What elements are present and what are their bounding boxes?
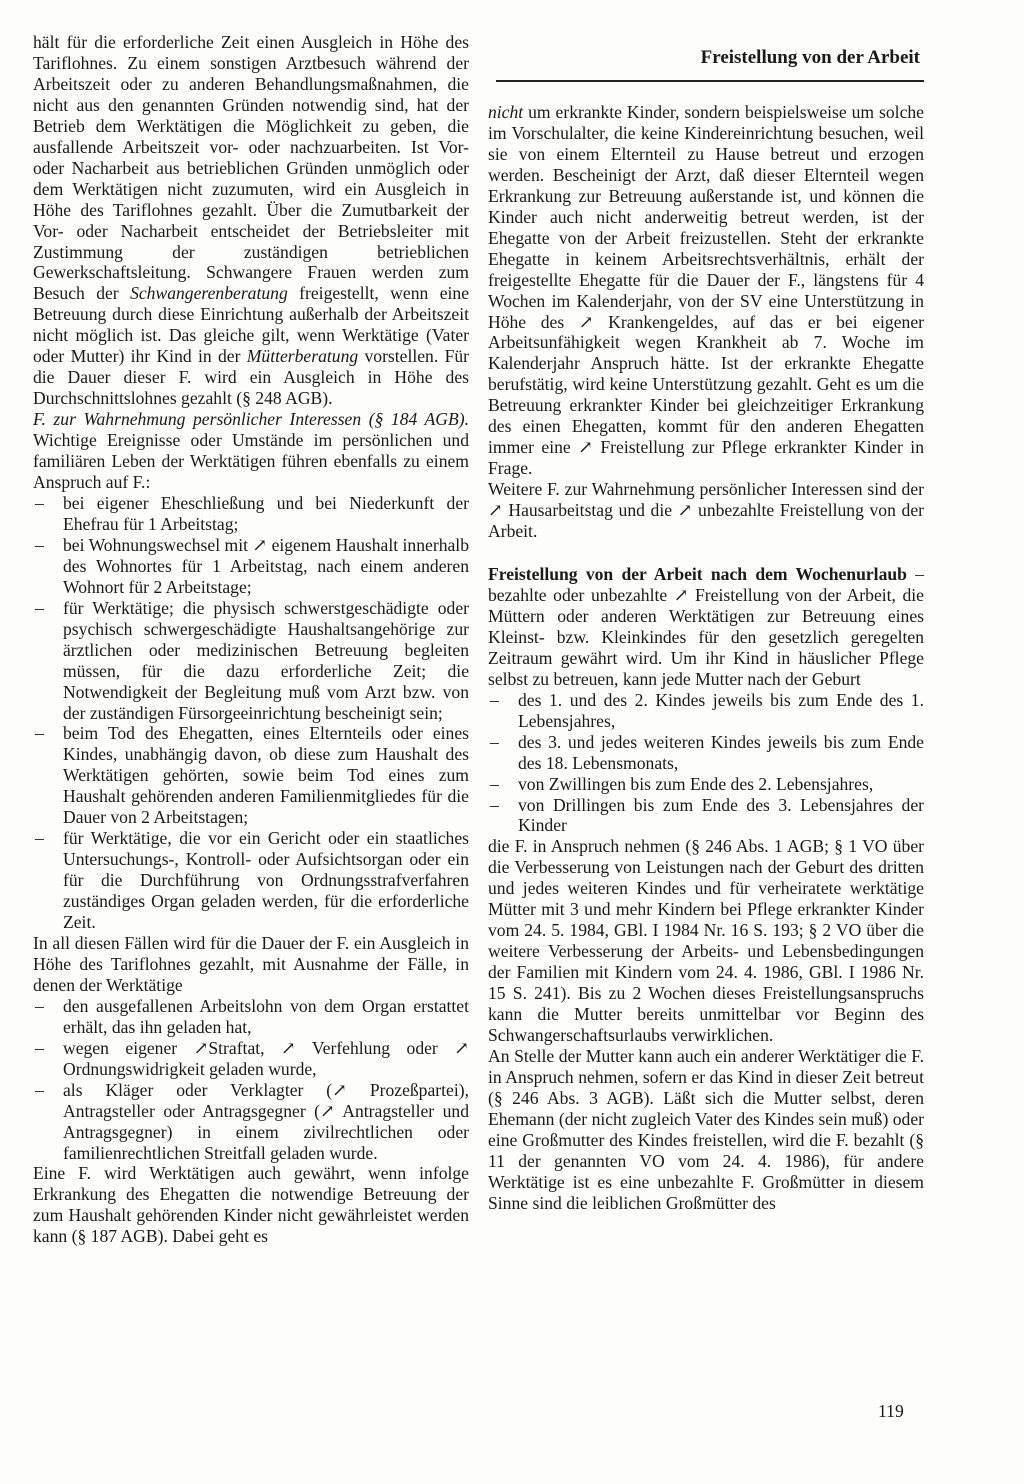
list-item: – als Kläger oder Verklagter (↗ Prozeßpartei), Antragsteller oder Antragsgegner (↗ Antragsteller und Antragsgegner) in einem zivilrechtlichen oder familienrechtlichen Streitfall geladen wurde. [33,1080,469,1164]
paragraph: hält für die erforderliche Zeit einen Ausgleich in Höhe des Tariflohnes. Zu einem sonstigen Arztbesuch während der Arbeitszeit oder zu anderen Behandlungsmaßnahmen, die nicht aus den genannten Gründen notwendig sind, hat der Betrieb dem Werktätigen die Möglichkeit zu geben, die ausfallende Arbeitszeit vor- oder nachzuarbeiten. Ist Vor- oder Nacharbeit aus betrieblichen Gründen unmöglich oder dem Werktätigen nicht zuzumuten, wird ein Ausgleich in Höhe des Tariflohnes gezahlt. Über die Zumutbarkeit der Vor- oder Nacharbeit entscheidet der Betriebsleiter mit Zustimmung der zuständigen betrieblichen Gewerkschaftsleitung. Schwangere Frauen werden zum Besuch der Schwangerenberatung freigestellt, wenn eine Betreuung durch diese Einrichtung außerhalb der Arbeitszeit nicht möglich ist. Das gleiche gilt, wenn Werktätige (Vater oder Mutter) ihr Kind in der Mütterberatung vorstellen. Für die Dauer dieser F. wird ein Ausgleich in Höhe des Durchschnittslohnes gezahlt (§ 248 AGB). [33,32,470,409]
list-item: – des 3. und jedes weiteren Kindes jeweils bis zum Ende des 18. Lebensmonats, [488,732,924,774]
dash-list [33,996,469,1164]
header-rule [496,80,924,82]
right-column [488,102,924,1214]
italic-term: Schwangerenberatung [130,283,288,304]
entry: Freistellung von der Arbeit nach dem Wochenurlaub – bezahlte oder unbezahlte ↗ Freistellung von der Arbeit, die Müttern oder anderen Werktätigen zur Betreuung eines Kleinst- bzw. Kleinkindes für den gesetzlich geregelten Zeitraum gewährt wird. Um ihr Kind in häuslicher Pflege selbst zu betreuen, kann jede Mutter nach der Geburt [488,564,924,689]
list-item: – von Drillingen bis zum Ende des 3. Lebensjahres der Kinder [488,795,924,837]
paragraph: nicht um erkrankte Kinder, sondern beispielsweise um solche im Vorschulalter, die keine Kindereinrichtung besuchen, weil sie von einem Elternteil zu Hause betreut und erzogen werden. Bescheinigt der Arzt, daß dieser Elternteil wegen Erkrankung zur Betreuung außerstande ist, und können die Kinder auch nicht anderweitig betreut werden, ist der Ehegatte von der Arbeit freizustellen. Steht der erkrankte Ehegatte in keinem Arbeitsrechtsverhältnis, erhält der freigestellte Ehegatte für die Dauer der F., längstens für 4 Wochen im Kalenderjahr, von der SV eine Unterstützung in Höhe des ↗ Krankengeldes, auf das er bei eigener Arbeitsunfähigkeit wegen Krankheit ab 7. Woche im Kalenderjahr Anspruch hätte. Ist der erkrankte Ehegatte berufstätig, wird keine Unterstützung gezahlt. Geht es um die Betreuung erkrankter Kinder bei gleichzeitiger Erkrankung des einen Ehegatten, kommt für den anderen Ehegatten immer eine ↗ Freistellung zur Pflege erkrankter Kinder in Frage. [488,102,924,479]
list-item: – des 1. und des 2. Kindes jeweils bis zum Ende des 1. Lebensjahres, [488,690,924,732]
list-item: – für Werktätige, die vor ein Gericht oder ein staatliches Untersuchungs-, Kontroll- oder Aufsichtsorgan oder ein für die Durchführung von Ordnungsstrafverfahren zuständiges Organ geladen werden, für die erforderliche Zeit. [33,828,469,933]
paragraph: Eine F. wird Werktätigen auch gewährt, wenn infolge Erkrankung des Ehegatten die notwendige Betreuung der zum Haushalt gehörenden Kinder nicht gewährleistet werden kann (§ 187 AGB). Dabei geht es [33,1163,469,1247]
list-item: – wegen eigener ↗Straftat, ↗ Verfehlung oder ↗ Ordnungswidrigkeit geladen wurde, [33,1038,469,1080]
paragraph: In all diesen Fällen wird für die Dauer der F. ein Ausgleich in Höhe des Tariflohnes gezahlt, mit Ausnahme der Fälle, in denen der Werktätige [33,932,469,995]
list-item: – beim Tod des Ehegatten, eines Elternteils oder eines Kindes, unabhängig davon, ob diese zum Haushalt des Werktätigen gehörten, sowie beim Tod eines zum Haushalt gehörenden anderen Familienmitgliedes für die Dauer von 2 Arbeitstagen; [33,723,469,828]
list-item: – von Zwillingen bis zum Ende des 2. Lebensjahres, [488,774,924,795]
page-number: 119 [878,1401,904,1421]
list-item: – für Werktätige; die physisch schwerstgeschädigte oder psychisch schwergeschädigte Haushaltsangehörige zur ärztlichen oder medizinischen Betreuung begleiten müssen, für die dazu erforderliche Zeit; die Notwendigkeit der Begleitung muß vom Arzt bzw. von der zuständigen Fürsorgeeinrichtung bescheinigt sein; [33,598,469,724]
italic-term: Mütterberatung [246,346,359,367]
paragraph: An Stelle der Mutter kann auch ein anderer Werktätiger die F. in Anspruch nehmen, sofern er das Kind in dieser Zeit betreut (§ 246 Abs. 3 AGB). Läßt sich die Mutter selbst, deren Ehemann (der nicht zugleich Vater des Kindes sein muß) oder eine Großmutter des Kindes freistellen, wird die F. bezahlt (§ 11 der genannten VO vom 24. 4. 1986), für andere Werktätige ist es eine unbezahlte F. Großmütter in diesem Sinne sind die leiblichen Großmütter des [488,1045,924,1213]
left-column [33,32,469,1247]
paragraph: F. zur Wahrnehmung persönlicher Interessen (§ 184 AGB). Wichtige Ereignisse oder Umstände im persönlichen und familiären Leben der Werktätigen führen ebenfalls zu einem Anspruch auf F.: [33,409,469,493]
list-item: – bei eigener Eheschließung und bei Niederkunft der Ehefrau für 1 Arbeitstag; [33,493,469,535]
dash-list [33,493,469,933]
list-item: – den ausgefallenen Arbeitslohn von dem Organ erstattet erhält, das ihn geladen hat, [33,996,469,1038]
paragraph: die F. in Anspruch nehmen (§ 246 Abs. 1 AGB; § 1 VO über die Verbesserung von Leistungen nach der Geburt des dritten und jedes weiteren Kindes und für verheiratete werktätige Mütter mit 3 und mehr Kindern bei Pflege erkrankter Kinder vom 24. 5. 1984, GBl. I 1984 Nr. 16 S. 193; § 2 VO über die weitere Verbesserung der Arbeits- und Lebensbedingungen der Familien mit Kindern vom 24. 4. 1986, GBl. I 1986 Nr. 15 S. 241). Bis zu 2 Wochen dieses Freistellungsanspruchs kann die Mutter bereits unmittelbar vor Beginn des Schwangerschaftsurlaubs verwirklichen. [488,836,924,1045]
running-title: Freistellung von der Arbeit [700,47,920,68]
entry-heading: Freistellung von der Arbeit nach dem Wochenurlaub [488,564,907,585]
dash-list [488,690,924,837]
paragraph: Weitere F. zur Wahrnehmung persönlicher Interessen sind der ↗ Hausarbeitstag und die ↗ unbezahlte Freistellung von der Arbeit. [488,479,924,542]
italic-term: nicht [488,102,524,122]
italic-subheading: F. zur Wahrnehmung persönlicher Interessen (§ 184 AGB). [33,409,469,430]
list-item: – bei Wohnungswechsel mit ↗ eigenem Haushalt innerhalb des Wohnortes für 1 Arbeitstag, nach einem anderen Wohnort für 2 Arbeitstage; [33,535,469,598]
